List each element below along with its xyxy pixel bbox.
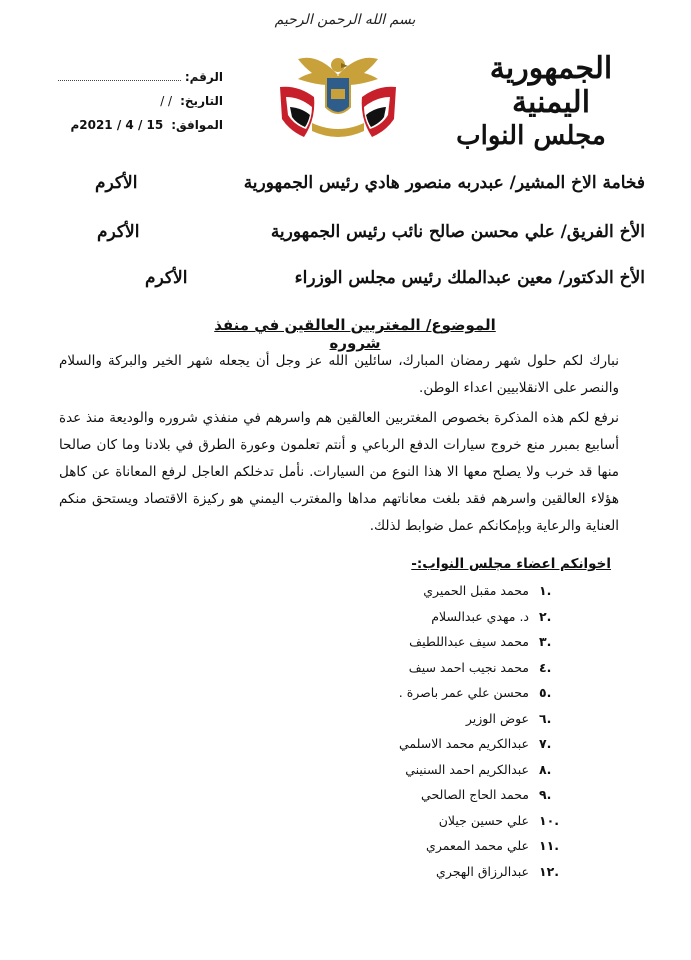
list-item — [309, 680, 569, 706]
member-name: محمد سيف عبداللطيف — [409, 634, 529, 650]
list-number: .٢ — [539, 608, 552, 624]
list-number: .١٢ — [539, 863, 560, 879]
addressee-honorific: الأكرم — [97, 222, 140, 242]
list-number: .٨ — [539, 761, 552, 777]
member-name: محمد مقبل الحميري — [423, 583, 529, 599]
addressee-name: فخامة الاخ المشير/ عبدربه منصور هادي رئيس الجمهورية — [243, 173, 645, 193]
member-name: عبدالرزاق الهجري — [436, 863, 529, 879]
date-row — [58, 84, 223, 108]
yemen-eagle-emblem-icon — [268, 45, 408, 145]
list-number: .٦ — [539, 710, 552, 726]
member-name: د. مهدي عبدالسلام — [431, 608, 529, 624]
list-item — [309, 731, 569, 757]
body-paragraph-2: نرفع لكم هذه المذكرة بخصوص المغتربين العالقين هم واسرهم في منفذي شروره والوديعة منذ عدة أسابيع بمبرر منع خروج سيارات الدفع الرباعي و أنتم تعلمون وعورة الطرق في بلادنا وما كان صالحا منها قد خرب ولا يصلح معها الا هذا النوع من السيارات. نأمل تدخلكم العاجل لرفع المعاناة عن كاهل هؤلاء العالقين واسرهم فقد بلغت معاناتهم مداها والمغترب اليمني هو ركيزة الاقتصاد ويستحق منكم العناية والرعاية وبإمكانكم عمل ضوابط لذلك. — [59, 410, 619, 534]
addressee-3 — [85, 268, 645, 288]
corresp-date-label: الموافق: — [171, 118, 223, 132]
list-item — [309, 782, 569, 808]
org-department: مجلس النواب — [456, 121, 606, 151]
list-item — [309, 859, 569, 885]
list-number: .٣ — [539, 634, 552, 650]
member-name: علي محمد المعمري — [426, 838, 529, 854]
corresp-date-value: 15 / 4 / 2021م — [70, 118, 164, 132]
addressee-name: الأخ الدكتور/ معين عبدالملك رئيس مجلس الوزراء — [294, 268, 645, 288]
list-number: .١ — [539, 583, 552, 599]
subject-line: الموضوع/ المغتربين العالقين في منفذ شروره — [214, 316, 496, 352]
list-number: .١٠ — [539, 812, 560, 828]
list-item — [309, 655, 569, 681]
addressee-honorific: الأكرم — [145, 268, 188, 288]
list-number: .٥ — [539, 685, 552, 701]
list-number: .٩ — [539, 787, 552, 803]
list-number: .١١ — [539, 838, 560, 854]
list-item — [309, 808, 569, 834]
member-name: عوض الوزير — [465, 710, 529, 726]
ref-number-label: الرقم: — [184, 70, 223, 84]
list-item — [309, 833, 569, 859]
addressee-2 — [85, 222, 645, 242]
date-value: / / — [160, 94, 173, 108]
list-item — [309, 706, 569, 732]
ref-number-row — [58, 60, 223, 84]
list-item — [309, 629, 569, 655]
member-name: عبدالكريم احمد السنيني — [405, 761, 529, 777]
member-name: محمد الحاج الصالحي — [421, 787, 529, 803]
basmala: بسم الله الرحمن الرحيم — [274, 12, 416, 28]
addressee-honorific: الأكرم — [95, 173, 138, 193]
ref-number-line — [58, 79, 181, 81]
member-name: عبدالكريم محمد الاسلمي — [398, 736, 529, 752]
body-paragraph-1: نبارك لكم حلول شهر رمضان المبارك، سائلين الله عز وجل أن يجعله شهر الخير والبركة والسلام والنصر على الانقلابيين اعداء الوطن. — [59, 353, 619, 396]
date-label: التاريخ: — [180, 94, 223, 108]
signers-title: اخوانكم اعضاء مجلس النواب:- — [411, 556, 611, 572]
list-number: .٤ — [539, 659, 552, 675]
org-name: الجمهورية اليمنية — [489, 51, 613, 120]
list-item — [309, 604, 569, 630]
addressee-name: الأخ الفريق/ علي محسن صالح نائب رئيس الجمهورية — [270, 222, 645, 242]
member-name: علي حسين جيلان — [438, 812, 529, 828]
letterhead-title — [451, 52, 651, 152]
addressee-1 — [85, 173, 645, 193]
member-name: محمد نجيب احمد سيف — [408, 659, 529, 675]
list-item — [309, 578, 569, 604]
list-number: .٧ — [539, 736, 552, 752]
corresp-date-row — [58, 108, 223, 132]
member-name: محسن علي عمر باصرة . — [398, 685, 529, 701]
list-item — [309, 757, 569, 783]
document-meta — [58, 60, 223, 132]
members-list — [309, 578, 569, 884]
